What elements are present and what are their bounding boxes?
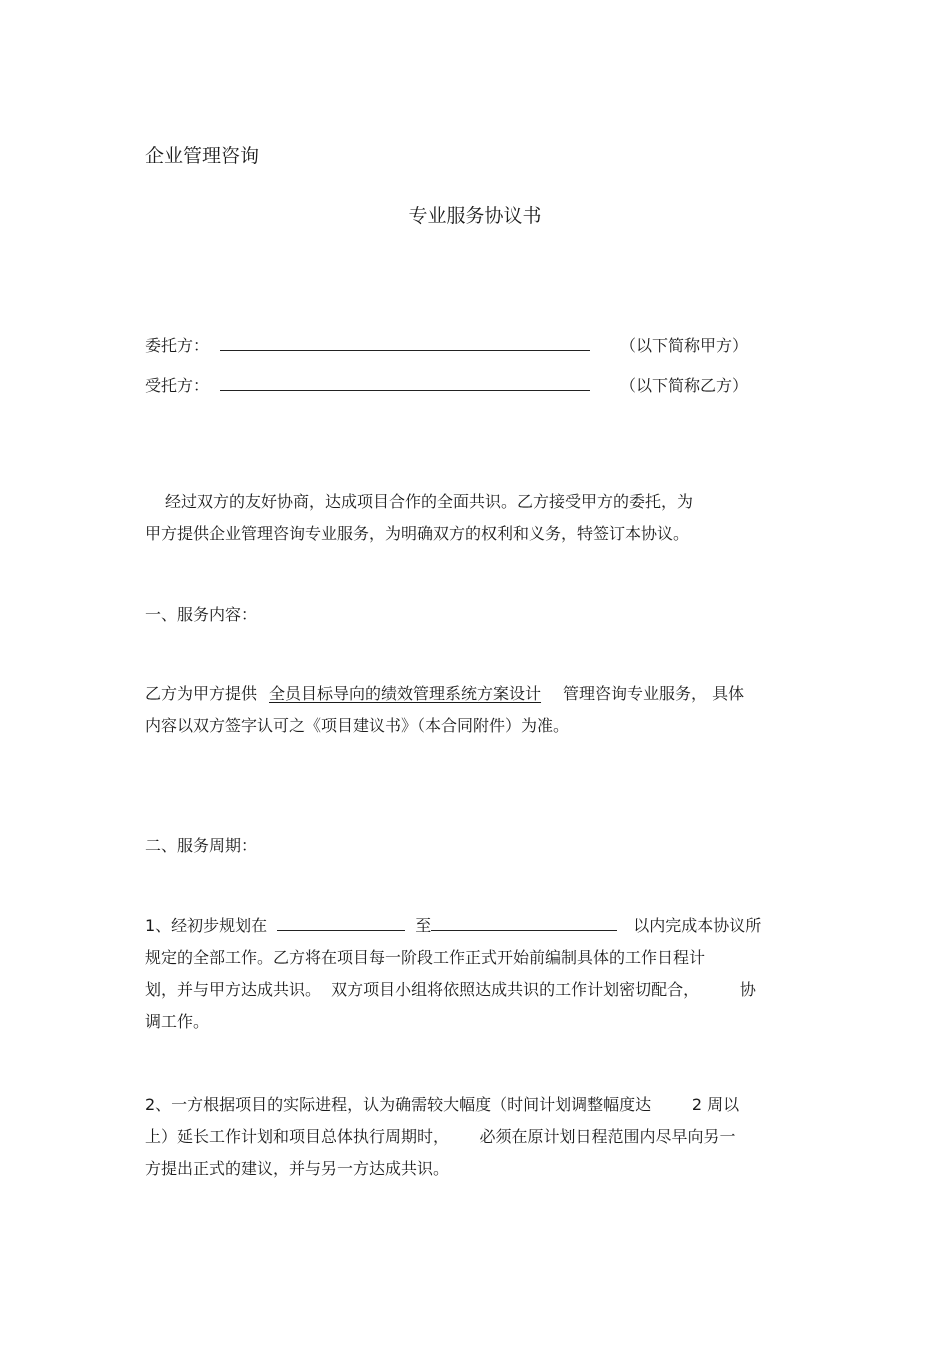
service-period-item-1 <box>145 910 810 1038</box>
period-prefix: 1、经初步规划在 <box>145 916 268 935</box>
service-prefix: 乙方为甲方提供 <box>145 684 258 703</box>
service-content-line: 内容以双方签字认可之《项目建议书》（本合同附件）为准。 <box>145 716 570 735</box>
period-line: 2、一方根据项目的实际进程，认为确需较大幅度（时间计划调整幅度达 2 周以 <box>145 1095 740 1114</box>
agent-label: 受托方： <box>145 376 210 395</box>
service-content-paragraph <box>145 678 810 742</box>
period-line: 划，并与甲方达成共识。 双方项目小组将依照达成共识的工作计划密切配合， 协 <box>145 980 756 999</box>
period-line <box>145 910 810 942</box>
client-name-blank[interactable] <box>220 350 590 351</box>
period-line: 规定的全部工作。乙方将在项目每一阶段工作正式开始前编制具体的工作日程计 <box>145 948 706 967</box>
period-line: 上）延长工作计划和项目总体执行周期时， 必须在原计划日程范围内尽早向另一 <box>145 1127 736 1146</box>
intro-line: 甲方提供企业管理咨询专业服务，为明确双方的权利和义务，特签订本协议。 <box>145 524 690 543</box>
intro-line: 经过双方的友好协商，达成项目合作的全面共识。乙方接受甲方的委托，为 <box>165 492 694 511</box>
service-content-line <box>145 678 810 710</box>
section-heading-service-period: 二、服务周期： <box>145 836 258 855</box>
agent-note: （以下简称乙方） <box>620 376 749 395</box>
period-line: 方提出正式的建议，并与另一方达成共识。 <box>145 1159 450 1178</box>
client-label: 委托方： <box>145 336 210 355</box>
section-heading-service-content: 一、服务内容： <box>145 605 258 624</box>
period-middle: 至 <box>415 916 432 935</box>
service-suffix: 管理咨询专业服务， 具体 <box>563 684 745 703</box>
period-line: 调工作。 <box>145 1012 210 1031</box>
start-date-blank[interactable] <box>277 916 405 931</box>
agent-party-row <box>145 373 765 395</box>
document-category: 企业管理咨询 <box>145 145 260 167</box>
client-note: （以下简称甲方） <box>620 336 749 355</box>
service-period-item-2 <box>145 1089 810 1185</box>
project-name: 全员目标导向的绩效管理系统方案设计 <box>269 684 542 703</box>
period-suffix: 以内完成本协议所 <box>633 916 762 935</box>
intro-paragraph <box>145 486 810 550</box>
end-date-blank[interactable] <box>431 916 617 931</box>
agent-name-blank[interactable] <box>220 390 590 391</box>
document-title: 专业服务协议书 <box>408 205 542 227</box>
client-party-row <box>145 333 765 355</box>
